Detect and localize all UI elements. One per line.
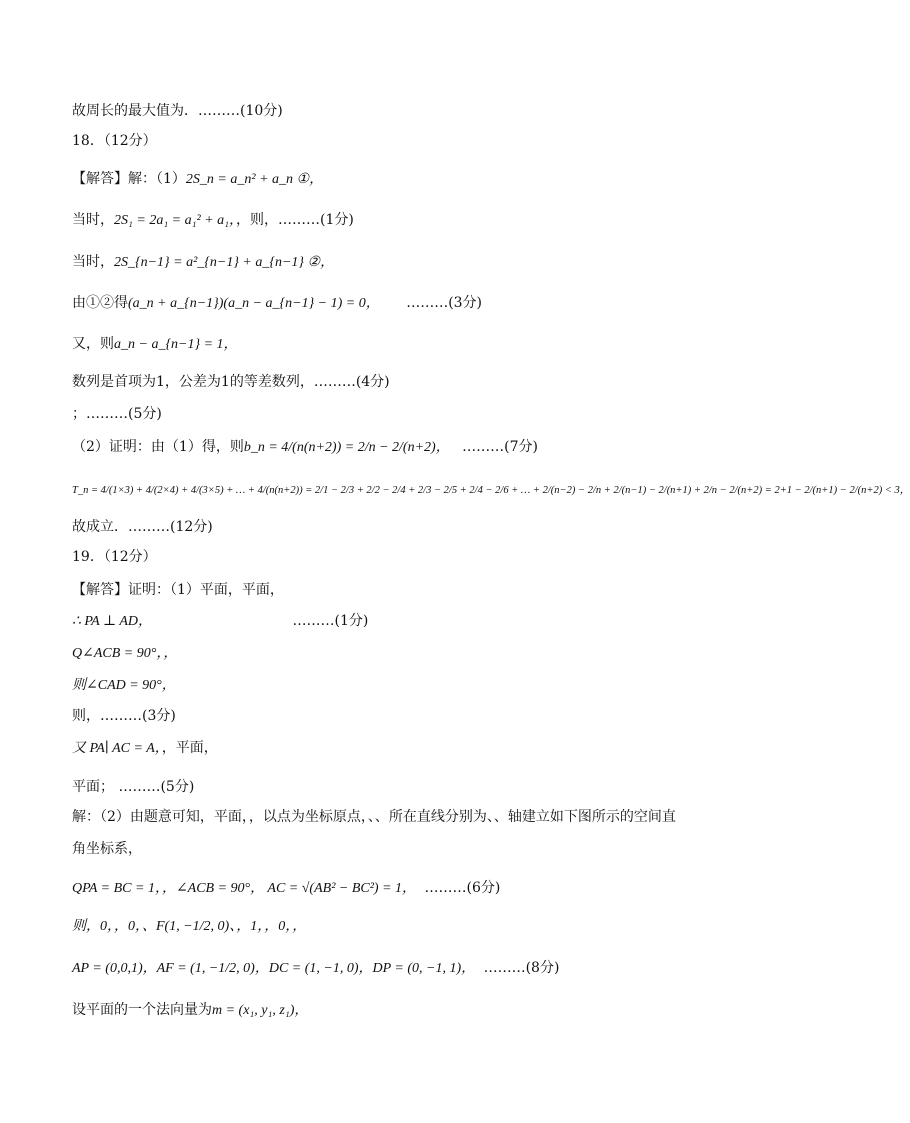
line-19-vectors: AP = (0,0,1)，AF = (1, −1/2, 0)，DC = (1, −1, 0)，DP = (0, −1, 1)， ………(8分) <box>72 960 560 976</box>
line-18-n2: 当时，2S_{n−1} = a²_{n−1} + a_{n−1} ②， <box>72 254 335 270</box>
line-18-solution-start: 【解答】解：（1）2S_n = a_n² + a_n ①， <box>72 171 324 187</box>
equation-bn: b_n = 4/(n(n+2)) = 2/n − 2/(n+2)， <box>243 440 450 455</box>
equation: a_n − a_{n−1} = 1， <box>114 337 238 352</box>
line-19-lengths: QPA = BC = 1，，∠ACB = 90°， AC = √(AB² − BC²) = 1， ………(6分) <box>72 880 501 896</box>
line-18-n1: 当时，2S₁ = 2a₁ = a₁² + a₁，，则，………(1分) <box>72 212 354 228</box>
line-19-pa-perp-ad: ∴ PA ⊥ AD， ………(1分) <box>72 613 369 629</box>
equation: 2S_{n−1} = a²_{n−1} + a_{n−1} ②， <box>114 255 335 270</box>
line-19-angle-cad: 则∠CAD = 90°， <box>72 678 176 693</box>
equation: 2S_n = a_n² + a_n ①， <box>185 172 324 187</box>
line-18-derive: 由①②得(a_n + a_{n−1})(a_n − a_{n−1} − 1) = 0， ………(3分) <box>72 295 483 311</box>
problem-18-heading: 18．（12分） <box>72 133 157 149</box>
line-19-score-3: 则，………(3分) <box>72 708 176 724</box>
problem-19-heading: 19．（12分） <box>72 549 157 565</box>
line-19-score-5: 平面； ………(5分) <box>72 779 195 795</box>
line-18-difference: 又，则a_n − a_{n−1} = 1， <box>72 336 238 352</box>
line-19-normal-vector: 设平面的一个法向量为m = (x₁, y₁, z₁)， <box>72 1002 309 1018</box>
line-18-conclusion: 故成立．………(12分) <box>72 519 213 535</box>
line-19-proof-start: 【解答】证明：（1）平面，平面， <box>72 582 284 598</box>
equation: (a_n + a_{n−1})(a_n − a_{n−1} − 1) = 0， <box>128 296 380 311</box>
line-19-part2: 解：（2）由题意可知，平面，，以点为坐标原点，、、所在直线分别为、、轴建立如下图所示的空间直 <box>72 809 676 825</box>
line-18-telescoping-sum: T_n = 4/(1×3) + 4/(2×4) + 4/(3×5) + … + 4/(n(n+2)) = 2/1 − 2/3 + 2/2 − 2/4 + 2/3 − 2/5 + 2/4 − 2/6 + … + 2/(n−2) − 2/n + 2/(n−1) − 2/(n+1) + 2/n − 2/(n+2) = 2+1 − 2/(n+1) − 2/(n+2) < 3， <box>72 485 910 496</box>
equation: 2S₁ = 2a₁ = a₁² + a₁， <box>114 213 237 228</box>
line-18-arithmetic: 数列是首项为1，公差为1的等差数列，………(4分) <box>72 374 390 390</box>
line-19-points: 则，0，，0，、F(1, −1/2, 0)、，1，，0，， <box>72 919 307 934</box>
line-19-angle-acb: Q∠ACB = 90°，， <box>72 646 178 661</box>
line-18-score-5: ；………(5分) <box>72 406 162 422</box>
line-max-perimeter: 故周长的最大值为．………(10分) <box>72 103 283 119</box>
line-19-intersection: 又 PA∣ AC = A，，平面， <box>72 740 218 756</box>
line-19-coordinate-system: 角坐标系， <box>72 841 142 857</box>
line-18-part2: （2）证明：由（1）得，则b_n = 4/(n(n+2)) = 2/n − 2/(n+2)， ………(7分) <box>72 439 539 455</box>
